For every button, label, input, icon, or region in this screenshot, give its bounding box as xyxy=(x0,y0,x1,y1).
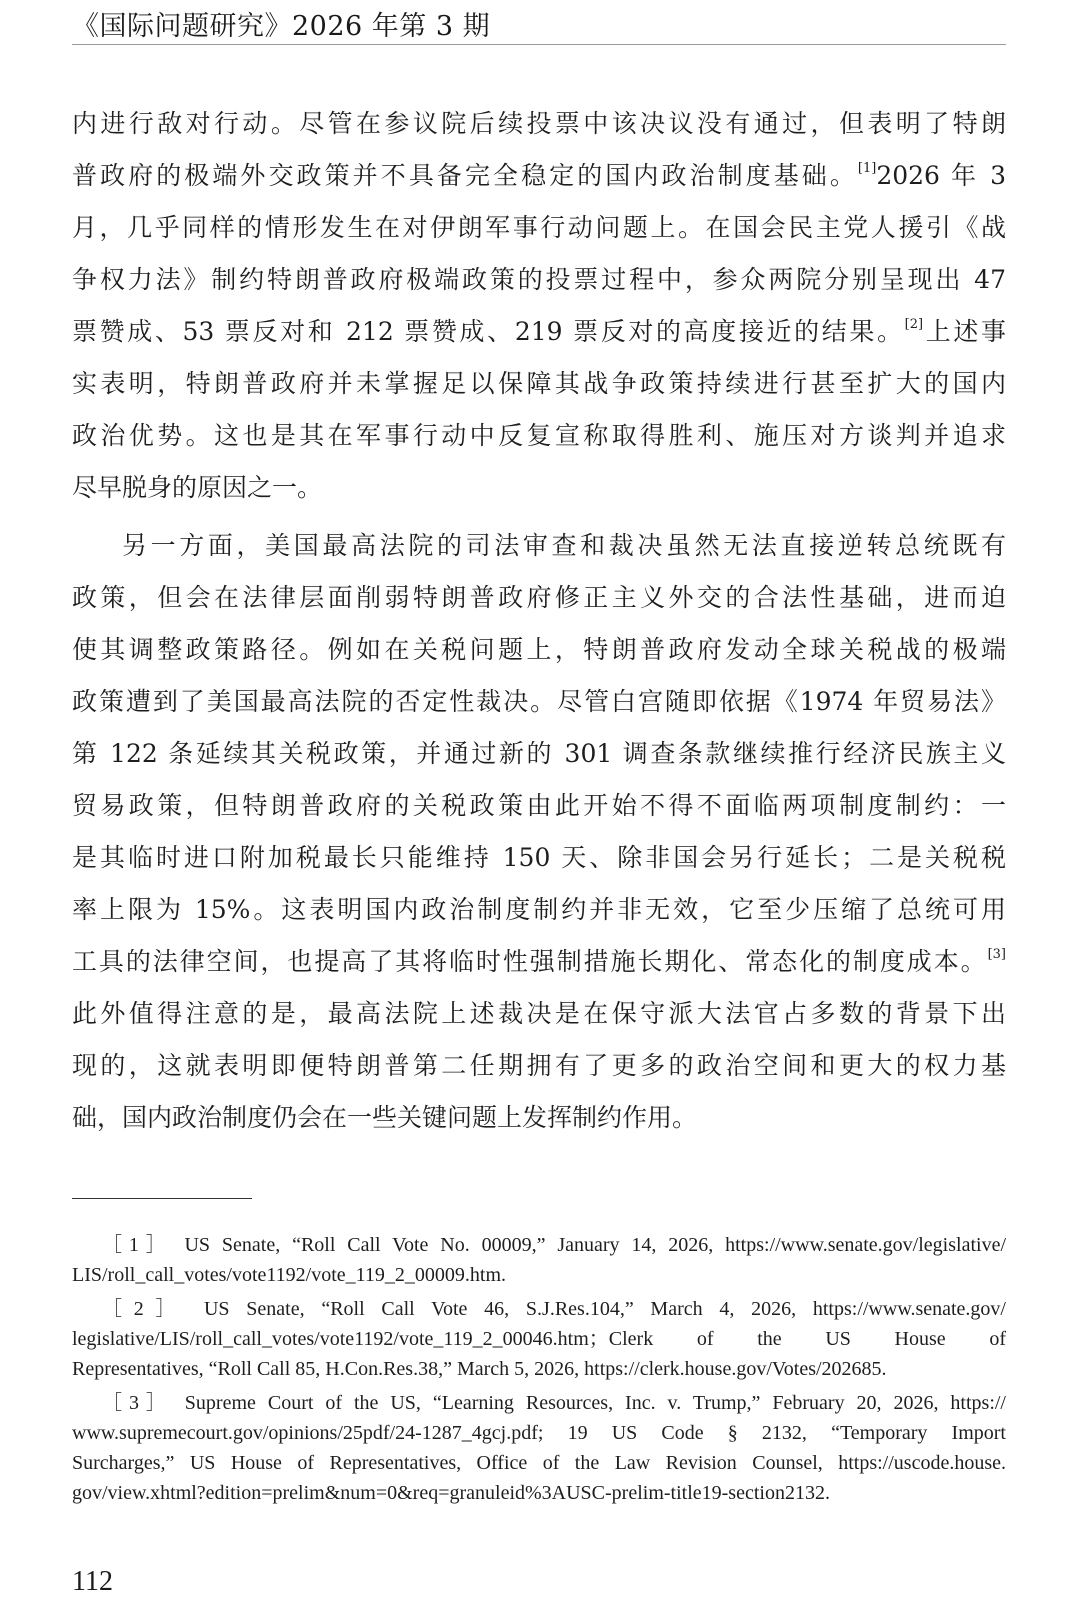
text-line: 尽早脱身的原因之一。 xyxy=(72,473,323,502)
body-text xyxy=(72,98,1006,1144)
text-line: 内进行敌对行动。尽管在参议院后续投票中该决议没有通过，但表明了特朗 xyxy=(72,109,1006,138)
footnote-ref-3[interactable]: [3] xyxy=(987,947,1006,962)
text-line: 使其调整政策路径。例如在关税问题上，特朗普政府发动全球关税战的极端 xyxy=(72,635,1006,664)
footnote-3 xyxy=(72,1388,1006,1508)
text-line: 政策，但会在法律层面削弱特朗普政府修正主义外交的合法性基础，进而迫 xyxy=(72,583,1006,612)
text-line: 是其临时进口附加税最长只能维持 150 天、除非国会另行延长；二是关税税 xyxy=(72,843,1006,872)
text-span: 上述事 xyxy=(923,317,1006,346)
text-line: 贸易政策，但特朗普政府的关税政策由此开始不得不面临两项制度制约：一 xyxy=(72,791,1006,820)
text-line: 此外值得注意的是，最高法院上述裁决是在保守派大法官占多数的背景下出 xyxy=(72,999,1006,1028)
text-line: 政策遭到了美国最高法院的否定性裁决。尽管白宫随即依据《1974 年贸易法》 xyxy=(72,687,1006,716)
footnote-1 xyxy=(72,1230,1006,1290)
header-rule xyxy=(72,44,1006,45)
footnote-line: gov/view.xhtml?edition=prelim&num=0&req=granuleid%3AUSC-prelim-title19-section2132. xyxy=(72,1482,830,1504)
text-span: 普政府的极端外交政策并不具备完全稳定的国内政治制度基础。 xyxy=(72,161,858,190)
footnote-line: legislative/LIS/roll_call_votes/vote1192/vote_119_2_00046.htm；Clerk of the US House of xyxy=(72,1328,1006,1350)
running-header: 《国际问题研究》2026 年第 3 期 xyxy=(72,11,491,42)
footnote-line: ［1］ US Senate, “Roll Call Vote No. 00009,” January 14, 2026, https://www.senate.gov/legislative/ xyxy=(102,1234,1006,1256)
footnote-ref-2[interactable]: [2] xyxy=(904,317,924,332)
text-span: 2026 年 3 xyxy=(876,161,1006,190)
text-line: 现的，这就表明即便特朗普第二任期拥有了更多的政治空间和更大的权力基 xyxy=(72,1051,1006,1080)
text-line: 政治优势。这也是其在军事行动中反复宣称取得胜利、施压对方谈判并追求 xyxy=(72,421,1006,450)
text-line: 实表明，特朗普政府并未掌握足以保障其战争政策持续进行甚至扩大的国内 xyxy=(72,369,1006,398)
text-line: 率上限为 15%。这表明国内政治制度制约并非无效，它至少压缩了总统可用 xyxy=(72,895,1006,924)
text-line xyxy=(72,150,1006,202)
footnotes xyxy=(72,1230,1006,1508)
footnote-ref-1[interactable]: [1] xyxy=(857,161,877,176)
page-number: 112 xyxy=(72,1566,113,1597)
footnote-2 xyxy=(72,1294,1006,1384)
text-line: 争权力法》制约特朗普政府极端政策的投票过程中，参众两院分别呈现出 47 xyxy=(72,265,1006,294)
text-line: 第 122 条延续其关税政策，并通过新的 301 调查条款继续推行经济民族主义 xyxy=(72,739,1006,768)
text-line xyxy=(72,936,1006,988)
text-span: 工具的法律空间，也提高了其将临时性强制措施长期化、常态化的制度成本。 xyxy=(72,947,988,976)
footnote-rule xyxy=(72,1198,252,1199)
footnote-line: ［3］ Supreme Court of the US, “Learning Resources, Inc. v. Trump,” February 20, 2026, https:// xyxy=(102,1392,1006,1414)
text-line xyxy=(72,306,1006,358)
text-span: 票赞成、53 票反对和 212 票赞成、219 票反对的高度接近的结果。 xyxy=(72,317,905,346)
text-line: 础，国内政治制度仍会在一些关键问题上发挥制约作用。 xyxy=(72,1103,698,1132)
footnote-line: Surcharges,” US House of Representatives, Office of the Law Revision Counsel, https://uscode.house. xyxy=(72,1452,1006,1474)
text-line: 另一方面，美国最高法院的司法审查和裁决虽然无法直接逆转总统既有 xyxy=(122,531,1006,560)
paragraph-2 xyxy=(72,520,1006,1144)
footnote-line: www.supremecourt.gov/opinions/25pdf/24-1287_4gcj.pdf; 19 US Code § 2132, “Temporary Import xyxy=(72,1422,1006,1444)
footnote-line: ［2］ US Senate, “Roll Call Vote 46, S.J.Res.104,” March 4, 2026, https://www.senate.gov/ xyxy=(102,1298,1006,1320)
footnote-line: Representatives, “Roll Call 85, H.Con.Res.38,” March 5, 2026, https://clerk.house.gov/Votes/202685. xyxy=(72,1358,887,1380)
paragraph-1 xyxy=(72,98,1006,514)
footnote-line: LIS/roll_call_votes/vote1192/vote_119_2_00009.htm. xyxy=(72,1264,507,1286)
text-line: 月，几乎同样的情形发生在对伊朗军事行动问题上。在国会民主党人援引《战 xyxy=(72,213,1006,242)
